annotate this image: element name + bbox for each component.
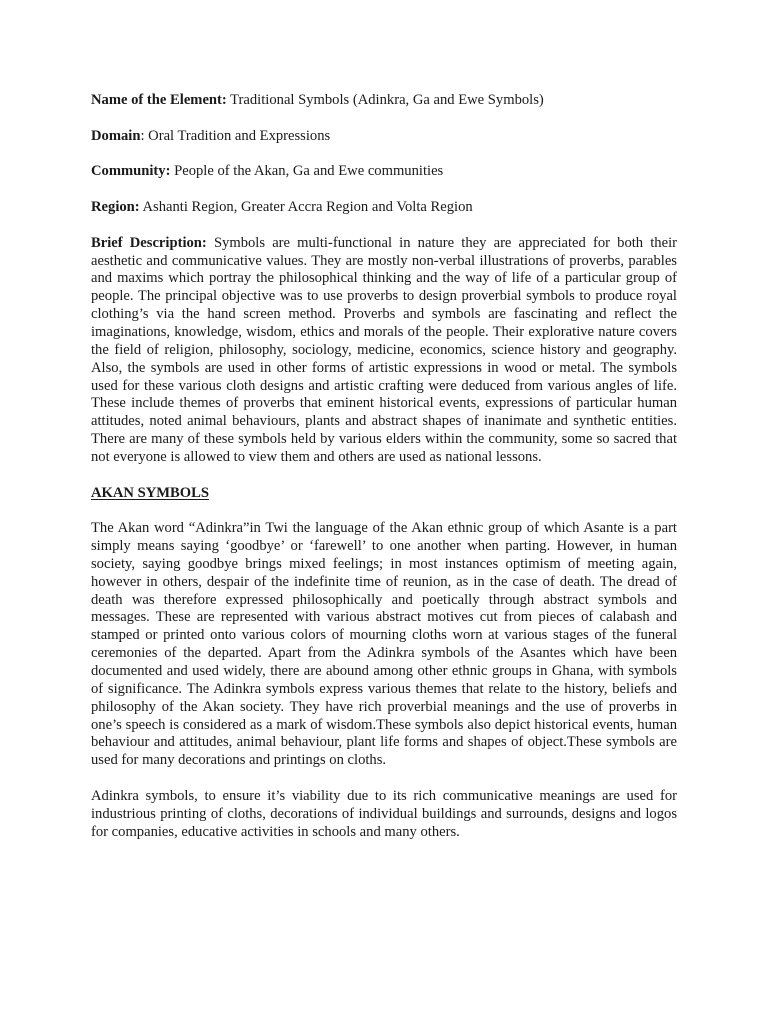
element-name-value: Traditional Symbols (Adinkra, Ga and Ewe Symbols) (226, 92, 544, 108)
section-heading-akan-symbols: AKAN SYMBOLS (91, 484, 209, 501)
region-field (91, 199, 677, 217)
community-value: People of the Akan, Ga and Ewe communities (170, 163, 444, 180)
brief-description-label: Brief Description: (91, 234, 207, 251)
element-name-field (91, 92, 677, 110)
paragraph-adinkra-uses: Adinkra symbols, to ensure it’s viability due to its rich communicative meanings are used for industrious printing of cloths, decorations of individual buildings and surrounds, designs and logos for companies, educative activities in schools and many others. (91, 787, 677, 840)
domain-label: Domain (91, 127, 141, 144)
domain-field (91, 128, 677, 146)
document-page (91, 92, 677, 859)
element-name-label: Name of the Element: (91, 92, 227, 108)
region-value: Ashanti Region, Greater Accra Region and Volta Region (139, 199, 473, 216)
community-label: Community: (91, 163, 171, 180)
community-field (91, 163, 677, 181)
brief-description-field (91, 235, 677, 467)
region-label: Region: (91, 199, 140, 216)
paragraph-adinkra-meaning: The Akan word “Adinkra”in Twi the language of the Akan ethnic group of which Asante is a part simply means saying ‘goodbye’ or ‘farewell’ to one another when parting. However, in human society, saying goodbye brings mixed feelings; in most instances optimism of meeting again, however in others, despair of the indefinite time of reunion, as in the case of death. The dread of death was therefore expressed philosophically and poetically through abstract symbols and messages. These are represented with various abstract motives cut from pieces of calabash and stamped or printed onto various colors of mourning cloths worn at various stages of the funeral ceremonies of the departed. Apart from the Adinkra symbols of the Asantes which have been documented and used widely, there are abound among other ethnic groups in Ghana, with symbols of significance. The Adinkra symbols express various themes that relate to the history, beliefs and philosophy of the Akan society. They have rich proverbial meanings and the use of proverbs in one’s speech is considered as a mark of wisdom.These symbols also depict historical events, human behaviour and attitudes, animal behaviour, plant life forms and shapes of object.These symbols are used for many decorations and printings on cloths. (91, 520, 677, 769)
domain-value: : Oral Tradition and Expressions (140, 127, 331, 144)
brief-description-value: Symbols are multi-functional in nature they are appreciated for both their aesthetic and communicative values. They are mostly non-verbal illustrations of proverbs, parables and maxims which portray the philosophical thinking and the way of life of a particular group of people. The principal objective was to use proverbs to design proverbial symbols to produce royal clothing’s via the hand screen method. Proverbs and symbols are fascinating and reflect the imaginations, knowledge, wisdom, ethics and morals of the people. Their explorative nature covers the field of religion, philosophy, sociology, medicine, economics, science history and geography. Also, the symbols are used in other forms of artistic expressions in wood or metal. The symbols used for these various cloth designs and artistic crafting were deduced from various angles of life. These include themes of proverbs that eminent historical events, expressions of particular human attitudes, noted animal behaviours, plants and abstract shapes of inanimate and synthetic entities. There are many of these symbols held by various elders within the community, some so sacred that not everyone is allowed to view them and others are used as national lessons. (91, 234, 677, 465)
